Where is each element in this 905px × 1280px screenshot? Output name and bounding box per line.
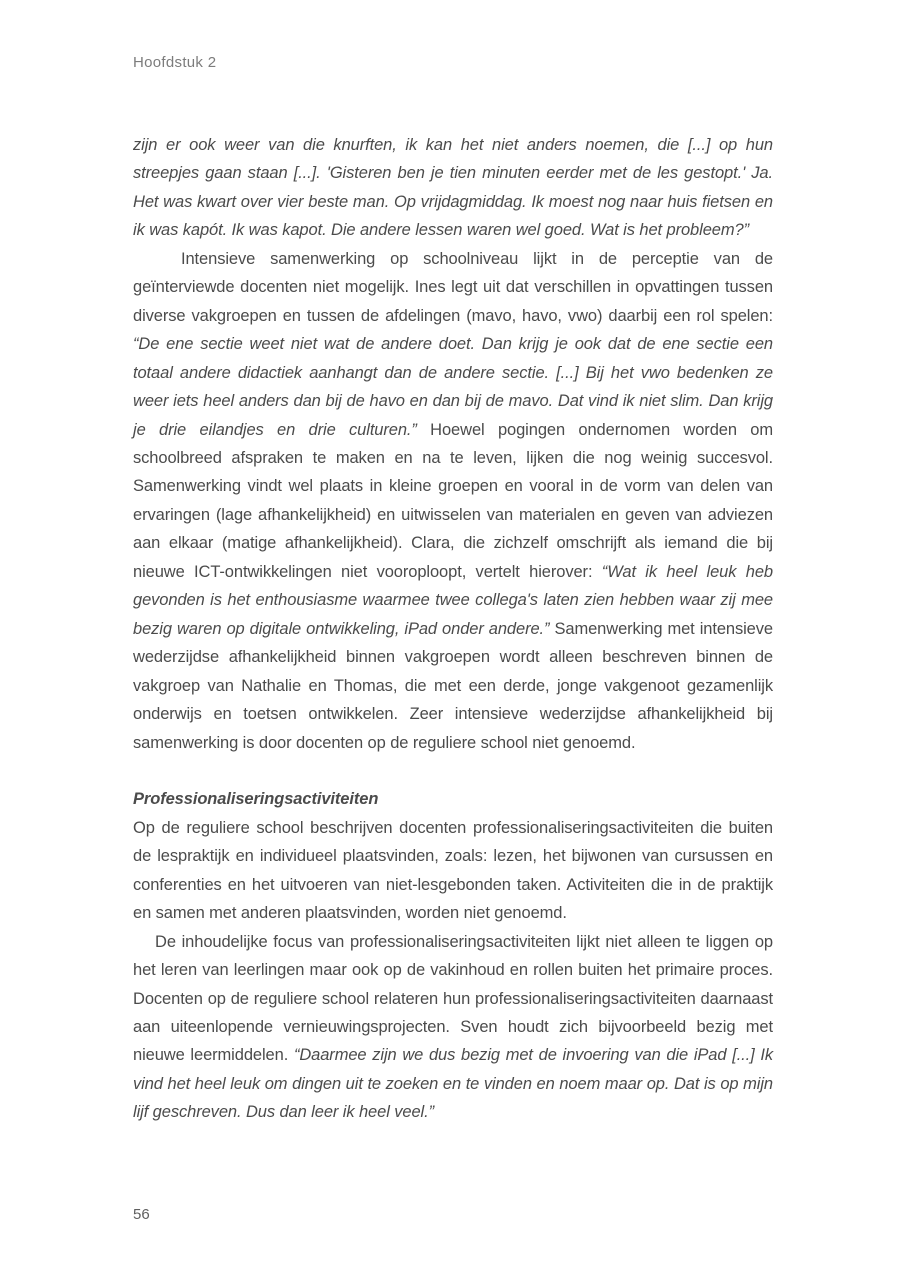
text-run: Samenwerking met intensieve wederzijdse afhankelijkheid binnen vakgroepen wordt alleen beschreven binnen de vakgroep van Nathalie en Thomas, die met een derde, jonge vakgenoot gezamenlijk onderwijs en toetsen ontwikkelen. Zeer intensieve wederzijdse afhankelijkheid bij samenwerking is door docenten op de reguliere school niet genoemd. [133,619,773,752]
text-run: “De ene sectie weet niet wat de andere doet. Dan krijg je ook dat de ene sectie een totaal andere didactiek aanhangt dan de andere sectie. [...] Bij het vwo bedenken ze weer iets heel anders dan bij de havo en dan bij de mavo. Dat vind ik niet slim. Dan krijg je drie eilandjes en drie culturen.” [133,335,773,439]
text-run: “Wat ik heel leuk heb gevonden is het enthousiasme waarmee twee collega's laten zien hebben waar zij mee bezig waren op digitale ontwikkeling, iPad onder andere.” [133,562,773,638]
text-run: “Daarmee zijn we dus bezig met de invoering van die iPad [...] Ik vind het heel leuk om dingen uit te zoeken en te vinden en noem maar op. Dat is op mijn lijf geschreven. Dus dan leer ik heel veel.” [133,1046,774,1122]
paragraph-samenwerking [133,245,773,757]
text-run: Intensieve samenwerking op schoolniveau lijkt in de perceptie van de geïnterviewde docenten niet mogelijk. Ines legt uit dat verschillen in opvattingen tussen diverse vakgroepen en tussen de afdelingen (mavo, havo, vwo) daarbij een rol spelen: [133,249,773,325]
paragraph-quote-continuation [133,131,773,245]
running-header: Hoofdstuk 2 [133,54,217,71]
text-run: De inhoudelijke focus van professionaliseringsactiviteiten lijkt niet alleen te liggen op het leren van leerlingen maar ook op de vakinhoud en rollen buiten het primaire proces. Docenten op de reguliere school relateren hun professionaliseringsactiviteiten daarnaast aan uiteenlopende vernieuwingsprojecten. Sven houdt zich bijvoorbeeld bezig met nieuwe leermiddelen. [133,932,773,1065]
paragraph-inhoudelijke-focus [133,928,773,1127]
text-run: Hoewel pogingen ondernomen worden om schoolbreed afspraken te maken en na te leven, lijken die nog weinig succesvol. Samenwerking vindt wel plaats in kleine groepen en vooral in de vorm van delen van ervaringen (lage afhankelijkheid) en uitwisselen van materialen en geven van adviezen aan elkaar (matige afhankelijkheid). Clara, die zichzelf omschrijft als iemand die bij nieuwe ICT-ontwikkelingen niet vooroploopt, vertelt hierover: [133,420,774,581]
page-number: 56 [133,1206,150,1223]
paragraph-activiteiten [133,814,773,928]
text-block [133,131,773,1127]
text-run: Op de reguliere school beschrijven docenten professionaliseringsactiviteiten die buiten de lespraktijk en individueel plaatsvinden, zoals: lezen, het bijwonen van cursussen en conferenties en het uitvoeren van niet-lesgebonden taken. Activiteiten die in de praktijk en samen met anderen plaatsvinden, worden niet genoemd. [133,818,773,923]
text-run: zijn er ook weer van die knurften, ik kan het niet anders noemen, die [...] op hun streepjes gaan staan [...]. 'Gisteren ben je tien minuten eerder met de les gestopt.' Ja. Het was kwart over vier beste man. Op vrijdagmiddag. Ik moest nog naar huis fietsen en ik was kapót. Ik was kapot. Die andere lessen waren wel goed. Wat is het probleem?” [133,136,773,240]
section-heading: Professionaliseringsactiviteiten [133,790,379,809]
